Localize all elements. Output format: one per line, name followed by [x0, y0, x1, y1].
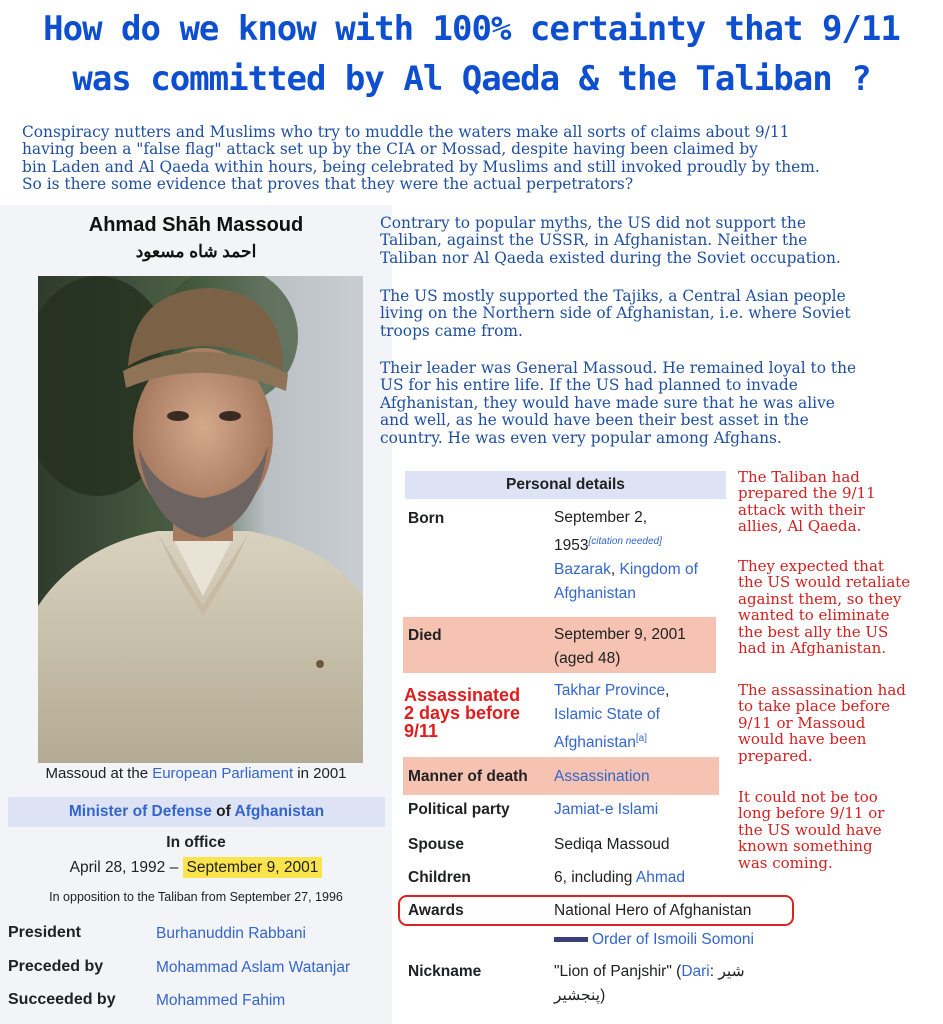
president-link[interactable]: Burhanuddin Rabbani: [156, 925, 306, 942]
p3-line-4: and well, as he would have been their best asset in the: [380, 411, 809, 430]
note3-line1: The assassination had: [738, 681, 906, 699]
photo-caption: [0, 765, 392, 782]
jamiat-link[interactable]: Jamiat-e Islami: [554, 801, 659, 818]
side-note-2: [738, 558, 938, 656]
dari-link[interactable]: Dari: [681, 963, 710, 980]
p1-line-2: Taliban, against the USSR, in Afghanistan. Neither the: [380, 231, 808, 250]
note2-line1: They expected that: [738, 557, 884, 575]
text-paragraph-2: [380, 288, 925, 340]
p1-line-1: Contrary to popular myths, the US did not support the: [380, 214, 806, 232]
nickname-text: "Lion of Panjshir" (: [554, 963, 682, 980]
p2-line-1: The US mostly supported the Tajiks, a Central Asian people: [380, 287, 846, 305]
headline: [0, 4, 943, 104]
side-note-3: [738, 682, 938, 764]
born-label: Born: [408, 510, 445, 527]
nickname-label: Nickname: [408, 963, 482, 980]
nickname-arabic-line-2: پنجشير): [554, 987, 606, 1004]
preceded-by-link[interactable]: Mohammad Aslam Watanjar: [156, 959, 351, 976]
p1-line-3: Taliban nor Al Qaeda existed during the Soviet occupation.: [380, 248, 841, 267]
note3-line5: prepared.: [738, 746, 813, 765]
callout-line-3: 9/11: [404, 721, 439, 741]
caption-text-post: in 2001: [293, 765, 347, 782]
date-end-highlighted: September 9, 2001: [183, 857, 323, 878]
note2-line4: wanted to eliminate: [738, 606, 890, 625]
note2-line3: against them, so they: [738, 589, 902, 608]
ahmad-link[interactable]: Ahmad: [635, 869, 685, 886]
p3-line-1: Their leader was General Massoud. He remained loyal to the: [380, 359, 857, 377]
intro-line-4: So is there some evidence that proves that they were the actual perpetrators?: [22, 175, 634, 194]
died-place-line-1: [554, 679, 669, 703]
order-of-ismoili-somoni-link[interactable]: Order of Ismoili Somoni: [592, 931, 754, 948]
note1-line2: prepared the 9/11: [738, 484, 876, 503]
manner-of-death-label: Manner of death: [408, 768, 528, 785]
headline-line-1: How do we know with 100% certainty that 9/11: [43, 9, 900, 49]
islamic-state-link[interactable]: Islamic State of: [554, 706, 660, 723]
note1-line1: The Taliban had: [738, 468, 860, 486]
p2-line-2: living on the Northern side of Afghanistan, i.e. where Soviet: [380, 304, 851, 323]
intro-line-3: bin Laden and Al Qaeda within hours, being celebrated by Muslims and still invoked proudly by them.: [22, 157, 820, 176]
note4-line2: long before 9/11 or: [738, 804, 885, 823]
text-paragraph-1: [380, 215, 925, 267]
succeeded-by-label: Succeeded by: [8, 991, 116, 1008]
died-label: Died: [408, 627, 442, 644]
p3-line-5: country. He was even very popular among Afghans.: [380, 428, 782, 447]
in-office-heading: In office: [166, 834, 226, 851]
p2-line-3: troops came from.: [380, 321, 523, 340]
european-parliament-link[interactable]: European Parliament: [152, 765, 294, 782]
note4-line4: known something: [738, 837, 873, 856]
note4-line3: the US would have: [738, 820, 882, 839]
died-place-comma: ,: [665, 682, 670, 699]
nickname-arabic: : شير: [709, 963, 745, 980]
note3-line3: 9/11 or Massoud: [738, 713, 866, 732]
nickname-value: [554, 960, 745, 1008]
callout-line-1: Assassinated: [404, 685, 521, 705]
afghanistan-died-link[interactable]: Afghanistan: [554, 734, 636, 752]
p3-line-3: Afghanistan, they would have made sure that he was alive: [380, 393, 835, 412]
died-date: September 9, 2001: [554, 626, 686, 643]
spouse-value: Sediqa Massoud: [554, 836, 670, 853]
note1-line3: attack with their: [738, 500, 865, 519]
awards-label: Awards: [408, 902, 464, 919]
bazarak-link[interactable]: Bazarak: [554, 561, 611, 579]
intro-line-2: having been a "false flag" attack set up by the CIA or Mossad, despite having been claimed by: [22, 140, 758, 159]
ribbon-icon: [554, 937, 588, 942]
minister-of-defense-link[interactable]: Minister of Defense: [68, 803, 212, 820]
afghanistan-link[interactable]: Afghanistan: [234, 803, 325, 820]
opposition-note: In opposition to the Taliban from September 27, 1996: [49, 890, 343, 904]
political-party-label: Political party: [408, 801, 510, 818]
born-value: [554, 506, 698, 606]
awards-value-1: National Hero of Afghanistan: [554, 902, 752, 919]
callout-line-2: 2 days before: [404, 703, 521, 723]
caption-text-pre: Massoud at the: [45, 765, 153, 782]
takhar-province-link[interactable]: Takhar Province: [554, 682, 666, 699]
side-note-1: [738, 469, 938, 535]
awards-value-2: [554, 928, 754, 952]
assassinated-callout: [404, 686, 554, 740]
preceded-by-label: Preceded by: [8, 958, 104, 975]
assassination-link[interactable]: Assassination: [554, 768, 650, 785]
children-value: [554, 866, 685, 890]
born-place-line-1: [554, 558, 698, 582]
born-year: 1953: [554, 537, 589, 555]
born-date-line-2: [554, 530, 698, 558]
office-dates: [0, 859, 392, 877]
note-a-link[interactable]: [a]: [635, 733, 647, 744]
note2-line5: the best ally the US: [738, 622, 889, 641]
intro-line-1: Conspiracy nutters and Muslims who try to muddle the waters make all sorts of claims about 9/11: [22, 123, 790, 141]
intro-paragraph: [22, 124, 937, 194]
infobox-name: Ahmad Shāh Massoud: [88, 214, 304, 236]
note3-line2: to take place before: [738, 697, 891, 716]
side-note-4: [738, 789, 938, 871]
citation-needed-link[interactable]: [citation needed]: [588, 536, 662, 547]
personal-details-header: Personal details: [405, 471, 726, 499]
note4-line1: It could not be too: [738, 788, 878, 806]
headline-line-2: was committed by Al Qaeda & the Taliban ?: [72, 59, 871, 99]
died-age: (aged 48): [554, 650, 621, 667]
portrait-photo[interactable]: [38, 276, 363, 763]
born-date-line-1: September 2,: [554, 509, 648, 526]
born-place-line-2[interactable]: Afghanistan: [554, 585, 636, 603]
born-place-sep: ,: [610, 561, 620, 579]
text-paragraph-3: [380, 360, 925, 447]
children-count: 6, including: [554, 869, 636, 886]
office-of-text: of: [211, 803, 235, 820]
office-title-bar: [8, 797, 385, 827]
succeeded-by-link[interactable]: Mohammed Fahim: [156, 992, 286, 1009]
note1-line4: allies, Al Qaeda.: [738, 517, 862, 536]
died-value: [554, 623, 686, 671]
infobox-arabic-name: احمد شاه مسعود: [135, 242, 257, 261]
note4-line5: was coming.: [738, 853, 833, 872]
spouse-label: Spouse: [408, 836, 464, 853]
note2-line6: had in Afghanistan.: [738, 639, 887, 658]
died-place: [554, 679, 669, 755]
children-label: Children: [408, 869, 471, 886]
kingdom-of-afghanistan-link[interactable]: Kingdom of: [619, 561, 698, 579]
p3-line-2: US for his entire life. If the US had planned to invade: [380, 376, 798, 395]
note3-line4: would have been: [738, 730, 867, 749]
note2-line2: the US would retaliate: [738, 573, 911, 592]
president-label: President: [8, 924, 81, 941]
date-start: April 28, 1992 –: [69, 859, 183, 876]
